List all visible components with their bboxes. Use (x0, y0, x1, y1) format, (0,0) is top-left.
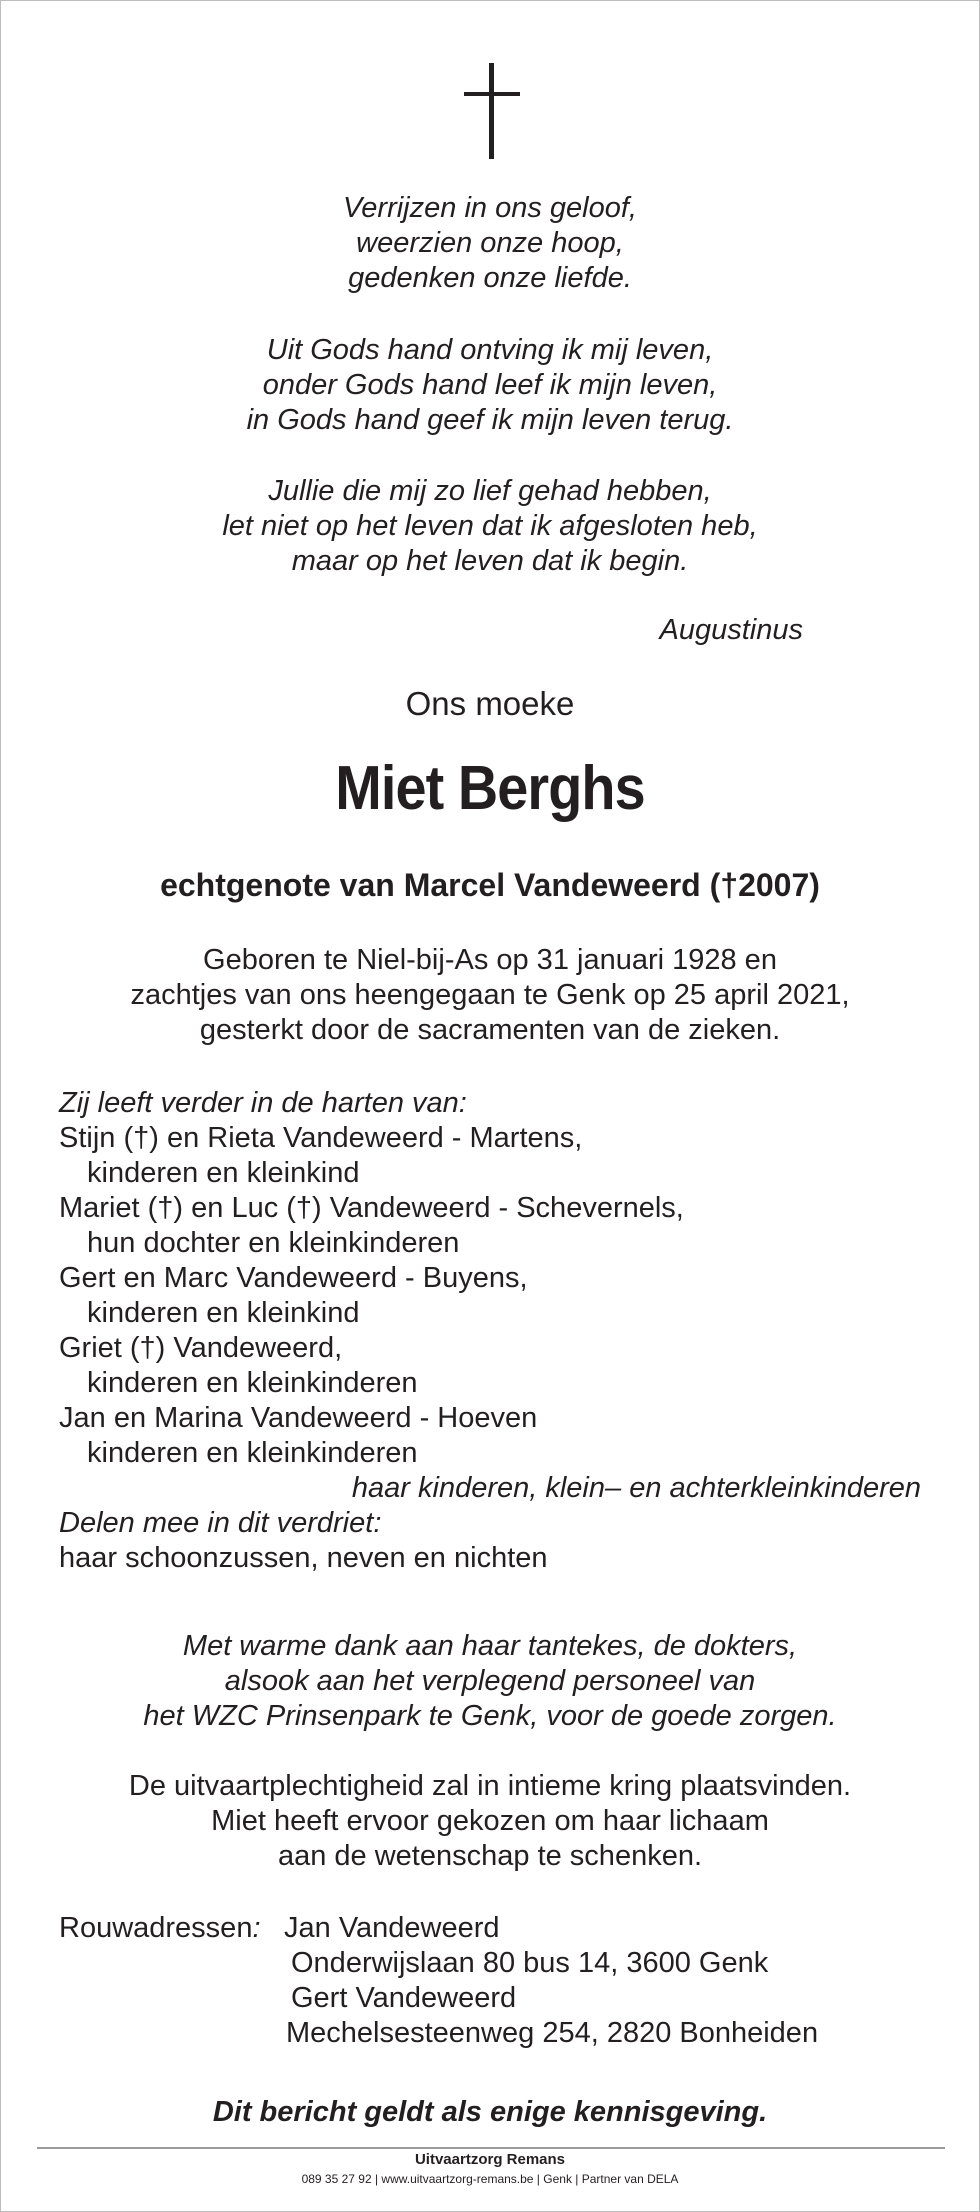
intro-text: Ons moeke (405, 685, 575, 722)
family-line: Gert en Marc Vandeweerd - Buyens, (59, 1262, 528, 1294)
footer-details: 089 35 27 92 | www.uitvaartzorg-remans.be | Genk | Partner van DELA (301, 2172, 679, 2186)
deceased-name: Miet Berghs (335, 754, 645, 823)
family-line: kinderen en kleinkind (87, 1157, 360, 1189)
family-heading: Zij leeft verder in de harten van: (59, 1087, 467, 1119)
address-line: Jan Vandeweerd (284, 1912, 500, 1944)
address-line: Onderwijslaan 80 bus 14, 3600 Genk (291, 1947, 769, 1979)
footer-company: Uitvaartzorg Remans (414, 2151, 566, 2168)
birth-death-text: Geboren te Niel-bij-As op 31 januari 1928 en zachtjes van ons heengegaan te Genk op 25 april 2021, gesterkt door de sacramenten van de zieken. (130, 944, 850, 1046)
family-line: Griet (†) Vandeweerd, (59, 1332, 343, 1364)
family-line: hun dochter en kleinkinderen (87, 1227, 460, 1259)
family-line: Mariet (†) en Luc (†) Vandeweerd - Schevernels, (59, 1192, 684, 1224)
family-line: Stijn (†) en Rieta Vandeweerd - Martens, (59, 1122, 583, 1154)
poem-stanza-3: Jullie die mij zo lief gehad hebben, let niet op het leven dat ik afgesloten heb, maar op het leven dat ik begin. (222, 475, 758, 577)
family-line: Jan en Marina Vandeweerd - Hoeven (59, 1402, 538, 1434)
footer-divider (37, 2147, 945, 2149)
poem-stanza-2: Uit Gods hand ontving ik mij leven, onder Gods hand leef ik mijn leven, in Gods hand geef ik mijn leven terug. (246, 334, 734, 436)
poem-stanza-1: Verrijzen in ons geloof, weerzien onze hoop, gedenken onze liefde. (343, 192, 637, 294)
notice-text: Dit bericht geldt als enige kennisgeving. (212, 2096, 768, 2128)
address-line: Mechelsesteenweg 254, 2820 Bonheiden (286, 2017, 819, 2049)
funeral-text: De uitvaartplechtigheid zal in intieme kring plaatsvinden. Miet heeft ervoor gekozen om haar lichaam aan de wetenschap te schenken. (128, 1770, 852, 1872)
addresses-label: Rouwadressen: (59, 1912, 261, 1944)
family-line: kinderen en kleinkind (87, 1297, 360, 1329)
share-heading: Delen mee in dit verdriet: (59, 1507, 382, 1539)
share-line: haar schoonzussen, neven en nichten (59, 1542, 548, 1574)
family-line: kinderen en kleinkinderen (87, 1367, 418, 1399)
thanks-text: Met warme dank aan haar tantekes, de dokters, alsook aan het verplegend personeel van het WZC Prinsenpark te Genk, voor de goede zorgen. (143, 1630, 837, 1732)
share-section (59, 1506, 548, 1576)
family-section (59, 1086, 684, 1471)
family-summary: haar kinderen, klein– en achterkleinkinderen (351, 1472, 921, 1504)
address-line: Gert Vandeweerd (291, 1982, 517, 2014)
poem-author: Augustinus (659, 614, 803, 646)
family-line: kinderen en kleinkinderen (87, 1437, 418, 1469)
spouse-line: echtgenote van Marcel Vandeweerd (†2007) (160, 867, 820, 903)
